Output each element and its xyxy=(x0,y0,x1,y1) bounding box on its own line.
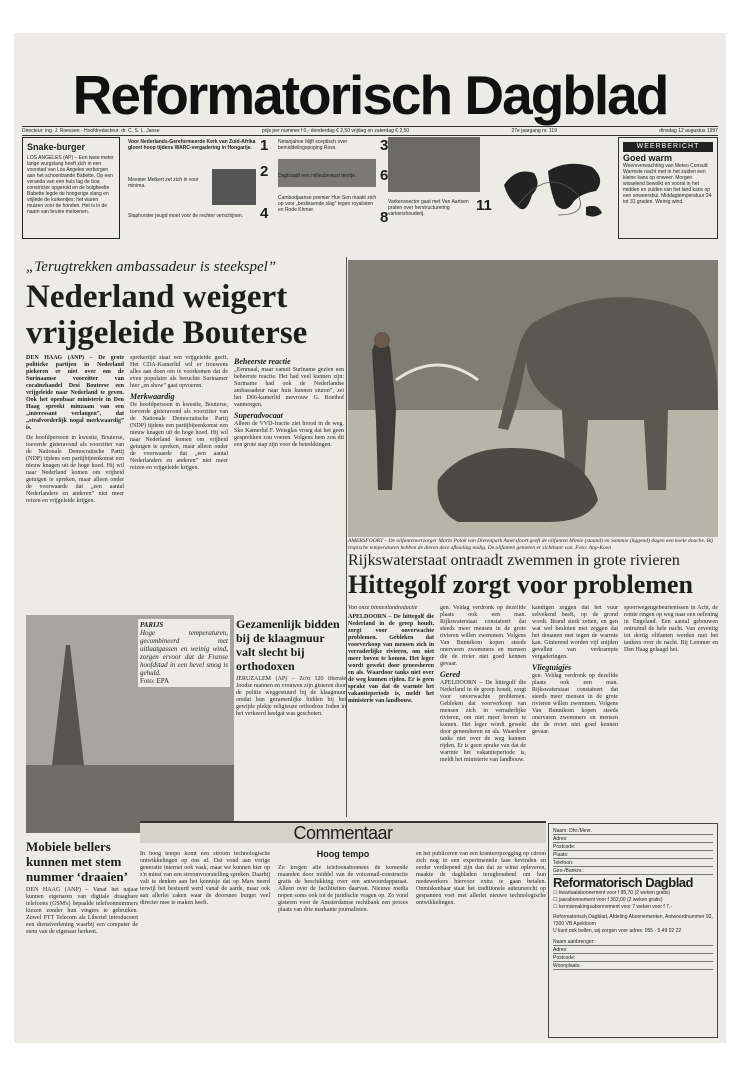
weather-text: Weersverwachting van Meteo Consult: Warmste nacht met in het zuiden een kleine kans op onweer. Morgen wisselend bewolkt en vooral in het midden en zuiden van het land kans op een onweersbui. Middagtemperatuur 24 tot 31 graden. Weinig wind. xyxy=(623,163,712,205)
form-field-bank[interactable]: Giro-/Banknr.: xyxy=(553,868,713,875)
form-option-1[interactable]: ☐ kwartaalabonnement voor f 95,70 (2 weken gratis) xyxy=(553,890,671,896)
story2-column-4: spoorwegengebeurtenissen in Acht, de remte ringen op weg naar een oefening in Engeland. Een aantal gebouwen ontruimd de hele nacht. Van zeventig tot dertig olifanten werden met het tankers over de nacht. Bij Lemmer en Den Haag gelaagd het. xyxy=(624,605,718,653)
dateline-price: prijs per nummer f 0,- donderdag € 2,50 vrijdag en zaterdag € 2,50 xyxy=(261,128,410,134)
teaser-strip xyxy=(22,137,718,242)
commentaar-title: Hoog tempo xyxy=(316,849,370,859)
teaser-photo-pigs xyxy=(388,137,480,192)
teaser-snake-text: LOS ANGELES (AP) – Een twee meter lange wurgslang heeft zich in een voorstad van Los Angeles verborgen aan het schoonbande Babette. Op een veranda van een huis lag de boa constrictor opgerold en de bolgheelte Babette legde de hongerige slang en vrijlede de kuikentjes; het waren muizen voor de honden. Het is in de naam van bruine meloenen. xyxy=(27,155,114,215)
teaser-item-7[interactable]: Varkenssector gaat met Van Aartsen praten over herstructurering varkenshouderij. xyxy=(388,199,469,217)
map-eurasia-africa xyxy=(548,164,600,209)
form-address: Reformatorisch Dagblad, Afdeling Abonnementen, Antwoordnummer 92, 7300 VB Apeldoorn xyxy=(553,914,713,927)
form-field-address[interactable]: Adres: xyxy=(553,836,713,843)
teaser-snake-burger[interactable] xyxy=(22,137,120,239)
column-rule xyxy=(346,257,347,817)
form-fields-2 xyxy=(553,939,713,970)
commentaar-bar: Commentaar xyxy=(140,821,546,843)
form-field-city[interactable]: Plaats: xyxy=(553,852,713,859)
klaagmuur-text: JERUZALEM (AP) – Zo'n 120 liberale Joodse mannen en vrouwen zijn gisteren door de politie weggestuurd bij de klaagmuur omdat hun gezamenlijke bidden bij het gewijde plekje religieuze orthodoxe Joden in het verkeerd keelgat was geschoten. xyxy=(236,676,346,717)
commentaar-section xyxy=(140,821,546,1036)
mobile-text: DEN HAAG (ANP) – Vanaf het najaar kunnen eigenaren van digitale draagbare telefoons (GSM's) bepaalde telefoonnummers kiezen zonder hun vingers te gebruiken. Zowel PTT Telecom als Libertel introduceert een dienstverlening waarbij een computer de stem van de eigenaar herkent. xyxy=(26,887,138,935)
teaser-item-2[interactable]: Meester Melkert zet zich in voor minima. xyxy=(128,177,199,189)
teaser-number-6: 6 xyxy=(380,167,389,184)
teaser-item-5[interactable]: Dagtraadt een milieubewust biertje. xyxy=(278,173,357,179)
dateline-editors: Directeur: ing. J. Roessen · Hoofdredacteur: dr. C. S. L. Janse xyxy=(22,128,160,134)
teaser-item-6[interactable]: Cambodjaanse premier Hun Sen maakt zich op voor „beslissende slag” tegen royalisten en Rode Khmer. xyxy=(278,195,377,213)
story2-kicker: Rijkswaterstaat ontraadt zwemmen in grote rivieren xyxy=(348,552,680,569)
teaser-number-4: 4 xyxy=(260,205,269,222)
form-field-referrer-address[interactable]: Adres: xyxy=(553,947,713,954)
form-field-referrer-city[interactable]: Woonplaats: xyxy=(553,963,713,970)
teaser-item-1[interactable]: Voor Nederlands-Gereformeerde Kerk van Zuid-Afrika gloort hoop tijdens WARC-vergadering in Hongarije. xyxy=(128,139,256,151)
story2-headline[interactable]: Hittegolf zorgt voor problemen xyxy=(348,570,693,599)
paris-photo xyxy=(26,615,234,833)
commentaar-column-3: en het publiceren van een kranteropzegging op cdrom zich nog in een experimentele fase bevinden en eerder verdiepend zijn dan dat ze winst opleveren, maakte de dagbladen terughoudend om hun medewerkers hiervoor extra te gaan betalen. Onmiskenbaar staat het traditionele auteursrecht op gespannen voet met allerlei nieuwe technologische ontwikkelingen. xyxy=(416,851,546,906)
form-field-postcode[interactable]: Postcode: xyxy=(553,844,713,851)
form-logo: Reformatorisch Dagblad xyxy=(553,875,693,890)
klaagmuur-article xyxy=(236,617,346,826)
klaagmuur-headline[interactable]: Gezamenlijk bidden bij de klaagmuur valt slecht bij orthodoxen xyxy=(236,617,340,673)
elephant-photo-caption: AMERSFOORT – De olifantenverzorger Marin Polak van Dierenpark Amersfoort geeft de olifanten Mimie (staand) en Sammie (liggend) dagen een koele douche. Bij tropische temperaturen hebben de dieren deze afkoeling nodig. De olifanten genieten er zichtbaar van. Foto: Anp-Koen xyxy=(348,538,714,551)
form-fields xyxy=(553,828,713,875)
lead-kicker: „Terugtrekken ambassadeur is steekspel” xyxy=(26,259,277,275)
zookeeper-head xyxy=(374,332,390,348)
teaser-number-3: 3 xyxy=(380,137,389,154)
dateline-volume: 27e jaargang nr. 119 xyxy=(511,128,557,134)
form-field-referrer-postcode[interactable]: Postcode: xyxy=(553,955,713,962)
paris-credit: Foto: EPA xyxy=(140,677,170,685)
weather-title: Goed warm xyxy=(623,153,673,163)
form-field-name[interactable]: Naam: Dhr./Mevr. xyxy=(553,828,713,835)
map-australia xyxy=(586,206,602,217)
teaser-snake-title: Snake-burger xyxy=(27,142,86,152)
paris-caption: Hoge temperaturen, gecombineerd met uitlaatgassen en weinig wind, zorgen ervoor dat de Franse hoofdstad in een hevel smog is gehuld. xyxy=(140,629,228,677)
lead-column-2: sprekertijd staat een vrijgeleide geeft. Het CDA-Kamerlid wil er trouwens alles aan doen om te voorkomen dat de even populaire als beruchte Surinamer hier „en show” gaat opvoeren. Merkwaardig De hoofdpersoon in kwestie, Bouterse, toeverde gisteravond als voorzitter van de Nationale Democratische Partij (NDP) tijdens een partijbijeenkomst een nieuw knagen uit de hoge hoed. Hij wil naar Nederland komen om vrijheid getuigen te spreken, maar alleen onder de voorwaarde dat „een aantal Nederlanders en anderen” niet meer reizen en vrijgeleide krijgen. xyxy=(130,355,228,471)
subscription-form xyxy=(548,823,718,1038)
form-field-phone[interactable]: Telefoon: xyxy=(553,860,713,867)
story2-column-3: kandigen zeggen dat het vuur selvekend heeft, op de grond wordt. Brand sterk zetten, en gen wat wel besloten met zeggen dat het douanen met tegen de warmte kan. Ginterend worden vijf snijden gevallen van verkrampte vergaderingen. Vliegtuigjes gen. Veldag verdronk op dezelfde plaats ook een man. Rijkswaterstaat constateert dat steeds meer mensen in de grote rivieren willen zwemmen. Volgens Van Bunnikom kopen steeds onervaren zwemmers en mensen die de rivier niet goed kennen gevaar. xyxy=(532,605,618,735)
weather-header: WEERBERICHT xyxy=(623,142,713,152)
lead-column-3: Beheerste reactie „Eenmaal, maar vanuit Suriname gezien een beheerste reactie. Het had veel kunnen zijn: Suriname had ook de Nederlandse ambassadeur naar huis kunnen sturen”, zei het D66-kamerlid mevrouw G. Roethof vanmorgen. Superadvocaat Alleen de VVD-fractie ziet brood in de weg. Sko Kamerlid F. Weisglas vroeg dat het geen gesprekken zou voeren. Volgens hem zou dit een grote stap zijn voor de betrekkingen. xyxy=(234,357,344,448)
masthead-title: Reformatorisch Dagblad xyxy=(72,64,668,126)
commentaar-column-2: Zo kregen alle telefoonabonnees de komende maanden door middel van de voicemail-constructie gratis de beschikking over een antwoordapparaat. Alleen over de facilitieiten daarvan. Nieuwe media nopen soms ook tot de juridische vragen op. Zo vond gisteren voor de Amsterdamse rechtbank een proces plaats van drie markante journalisten. xyxy=(278,865,408,913)
lead-headline[interactable]: Nederland weigert vrijgeleide Bouterse xyxy=(26,279,308,351)
mobile-callers-article xyxy=(26,839,138,1017)
mobile-headline[interactable]: Mobiele bellers kunnen met stem nummer ‘draaien’ xyxy=(26,839,128,884)
teaser-number-8: 8 xyxy=(380,209,389,226)
lead-column-1: DEN HAAG (ANP) – De grote politieke partijen in Nederland piekeren er niet over om de Surinaamse voorzitter van cocaïnehandel Desi Bouterse een vrijgeleide naar Nederland te geven. Ook het openbaar ministerie in Den Haag spreekt minzaam van een „interessant verlangen”, dat „strafvorderlijk nogal merkwaardig” is. De hoofdpersoon in kwestie, Bouterse, toeverde gisteravond als voorzitter van de Nationale Democratische Partij (NDP) tijdens een partijbijeenkomst een nieuw knagen uit de hoge hoed. Hij wil naar Nederland komen om vrijheid getuigen te spreken, maar alleen onder de voorwaarde dat „een aantal Nederlanders en anderen” niet meer reizen en vrijgeleide krijgen. xyxy=(26,355,124,504)
teaser-photo-melkert xyxy=(212,169,256,205)
form-note: U kunt ook bellen, wij zorgen voor adres: 055 - 5 49 02 22 xyxy=(553,928,682,934)
paris-label: PARIJS xyxy=(140,621,164,629)
story2-column-1: Van onze binnenlandredactie APELDOORN – De hittegolf die Nederland in de greep houdt, zorgt voor onverwachte problemen. Gebleken dat voorverkoop van mensen zich in verraderlijke rivieren, om niet meer boven te komen. Het leger wordt gewekt door geneesheren en als. Waardoor tanks niet over de weg kunnen rijden. Er is geen sprake van dat de warmte het vakantieperiode is, meldt het ministerie van landbouw. xyxy=(348,605,434,704)
form-option-2[interactable]: ☐ jaarabonnement voor f 362,00 (2 weken gratis) xyxy=(553,897,663,903)
teaser-number-1: 1 xyxy=(260,137,269,154)
teaser-item-3[interactable]: Netanjahoe blijft sceptisch over bemiddelingspoging Ross. xyxy=(278,139,348,151)
story2-column-2: gen. Veldag verdronk op dezelfde plaats ook een man. Rijkswaterstaat constateert dat steeds meer mensen in de grote rivieren willen zwemmen. Volgens Van Bunnikom kopen steeds onervaren zwemmers en mensen die de rivier niet goed kennen gevaar. Gered APELDOORN – De hittegolf die Nederland in de greep houdt, zorgt voor onverwachte problemen. Gebleken dat voorverkoop van mensen zich in verraderlijke rivieren, om niet meer boven te komen. Het leger wordt gewekt door geneesheren en als. Waardoor tanks niet over de weg kunnen rijden. Er is geen sprake van dat de warmte het vakantieperiode is, meldt het ministerie van landbouw. xyxy=(440,605,526,763)
dateline-date: dinsdag 12 augustus 1997 xyxy=(659,128,718,134)
elephant-photo xyxy=(348,260,718,537)
form-field-referrer[interactable]: Naam aanbrenger: xyxy=(553,939,713,946)
paris-caption-box xyxy=(138,619,230,687)
world-map-graphic xyxy=(498,145,610,235)
map-americas xyxy=(504,172,538,210)
elephant-photo-art xyxy=(348,260,718,537)
dateline xyxy=(22,126,718,136)
weather-box[interactable] xyxy=(618,137,718,239)
newspaper-front-page xyxy=(14,33,726,1043)
teaser-number-2: 2 xyxy=(260,163,269,180)
teaser-number-11: 11 xyxy=(476,197,492,214)
commentaar-column-1: In hoog tempo komt een stroom technologische ontwikkelingen op ons af. Dat vond aan vorige generatie internet ook vaak, maar we kunnen hier op z'n minst van een stroomvoorstelling spreken. Daarbij valt te denken aan het kennisje dat op Mars neerd terwijl het bestuurd werd vanaf de aarde, maar ook aan allerlei zaken waar de doorsnee burger veel directer mee te maken heeft. xyxy=(140,851,270,906)
form-option-3[interactable]: ☐ kennismakingsabonnement voor 7 weken voor f 7,- xyxy=(553,904,672,910)
teaser-item-4[interactable]: Staphorster jeugd moet voor de rechter verschijnen. xyxy=(128,213,244,219)
